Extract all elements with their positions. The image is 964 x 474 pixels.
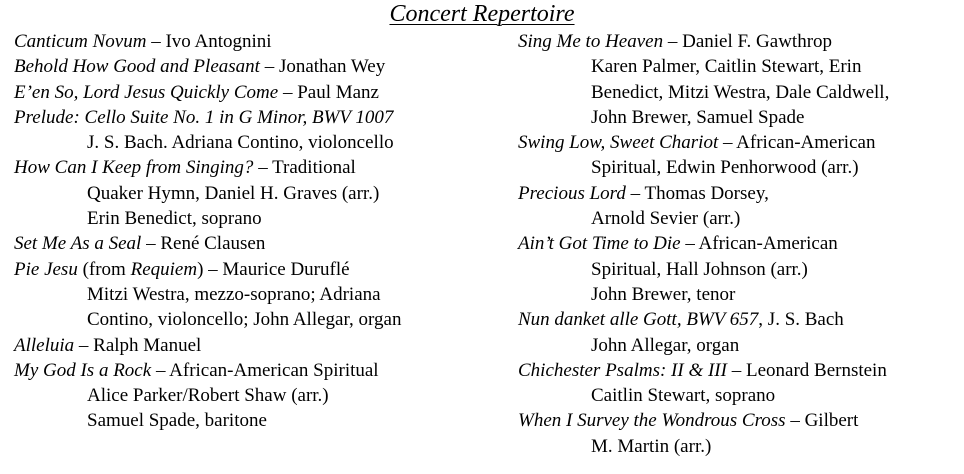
repertoire-detail-line [518, 257, 958, 282]
credit-text: – African-American Spiritual [151, 359, 379, 381]
work-title: Chichester Psalms: II & III [518, 359, 727, 381]
work-title: Prelude: Cello Suite No. 1 in G Minor, BWV 1007 [14, 106, 394, 128]
work-title: Nun danket alle Gott, BWV 657 [518, 309, 759, 331]
credit-text: Samuel Spade, baritone [87, 410, 267, 432]
repertoire-detail-line [518, 282, 958, 307]
credit-text: Caitlin Stewart, soprano [591, 385, 776, 407]
work-title: When I Survey the Wondrous Cross [518, 410, 786, 432]
credit-text: , J. S. Bach [758, 309, 844, 331]
credit-text: Alice Parker/Robert Shaw (arr.) [87, 385, 329, 407]
credit-text: Spiritual, Hall Johnson (arr.) [591, 258, 808, 280]
repertoire-detail-line [518, 105, 958, 130]
repertoire-entry [14, 231, 494, 256]
repertoire-detail-line [518, 80, 958, 105]
repertoire-detail-line [14, 206, 494, 231]
repertoire-entry [518, 231, 958, 256]
repertoire-detail-line [14, 181, 494, 206]
repertoire-entry [518, 408, 958, 433]
credit-text: – African-American [680, 233, 838, 255]
repertoire-entry [518, 130, 958, 155]
work-title: Requiem [130, 258, 198, 280]
credit-text: – Leonard Bernstein [726, 359, 887, 381]
work-title: Behold How Good and Pleasant [14, 56, 260, 78]
repertoire-entry [518, 358, 958, 383]
credit-text: – Ralph Manuel [74, 334, 202, 356]
work-title: E’en So, Lord Jesus Quickly Come [14, 81, 279, 103]
page-title-text: Concert Repertoire [389, 1, 575, 27]
repertoire-entry [518, 181, 958, 206]
credit-text: – Ivo Antognini [146, 31, 272, 52]
repertoire-entry [14, 29, 494, 54]
repertoire-detail-line [14, 307, 494, 332]
credit-text: (from [77, 258, 131, 280]
work-title: Ain’t Got Time to Die [518, 233, 681, 255]
repertoire-detail-line [518, 155, 958, 180]
credit-text: Arnold Sevier (arr.) [591, 208, 741, 230]
left-column [14, 29, 494, 434]
page-title [0, 0, 964, 28]
credit-text: – Thomas Dorsey, [625, 182, 769, 204]
work-title: Pie Jesu [14, 258, 78, 280]
credit-text: John Allegar, organ [591, 334, 740, 356]
repertoire-detail-line [518, 206, 958, 231]
repertoire-detail-line [518, 333, 958, 358]
repertoire-entry [14, 105, 494, 130]
repertoire-entry [14, 358, 494, 383]
repertoire-detail-line [14, 408, 494, 433]
credit-text: John Brewer, Samuel Spade [591, 106, 805, 128]
repertoire-entry [14, 155, 494, 180]
right-column [518, 29, 958, 459]
credit-text: Mitzi Westra, mezzo-soprano; Adriana [87, 283, 381, 305]
credit-text: Karen Palmer, Caitlin Stewart, Erin [591, 56, 862, 78]
credit-text: – Traditional [253, 157, 356, 179]
repertoire-detail-line [518, 383, 958, 408]
credit-text: M. Martin (arr.) [591, 435, 712, 457]
repertoire-detail-line [14, 282, 494, 307]
repertoire-entry [14, 54, 494, 79]
work-title: Set Me As a Seal [14, 233, 142, 255]
credit-text: – Paul Manz [278, 81, 379, 103]
work-title: Swing Low, Sweet Chariot [518, 132, 719, 154]
credit-text: John Brewer, tenor [591, 283, 736, 305]
credit-text: Spiritual, Edwin Penhorwood (arr.) [591, 157, 859, 179]
credit-text: Erin Benedict, soprano [87, 208, 262, 230]
repertoire-entry [14, 257, 494, 282]
work-title: Sing Me to Heaven [518, 31, 664, 52]
work-title: How Can I Keep from Singing? [14, 157, 254, 179]
credit-text: Quaker Hymn, Daniel H. Graves (arr.) [87, 182, 380, 204]
credit-text: Benedict, Mitzi Westra, Dale Caldwell, [591, 81, 890, 103]
credit-text: Contino, violoncello; John Allegar, organ [87, 309, 402, 331]
work-title: Canticum Novum [14, 31, 147, 52]
credit-text: – Gilbert [785, 410, 859, 432]
repertoire-detail-line [14, 383, 494, 408]
repertoire-entry [518, 29, 958, 54]
credit-text: – Jonathan Wey [259, 56, 386, 78]
repertoire-detail-line [518, 434, 958, 459]
repertoire-detail-line [14, 130, 494, 155]
credit-text: – René Clausen [141, 233, 266, 255]
work-title: My God Is a Rock [14, 359, 152, 381]
credit-text: ) – Maurice Duruflé [197, 258, 350, 280]
credit-text: – Daniel F. Gawthrop [663, 31, 833, 52]
credit-text: – African-American [718, 132, 876, 154]
work-title: Precious Lord [518, 182, 626, 204]
repertoire-entry [518, 307, 958, 332]
credit-text: J. S. Bach. Adriana Contino, violoncello [87, 132, 394, 154]
repertoire-entry [14, 333, 494, 358]
work-title: Alleluia [14, 334, 75, 356]
repertoire-detail-line [518, 54, 958, 79]
repertoire-entry [14, 80, 494, 105]
